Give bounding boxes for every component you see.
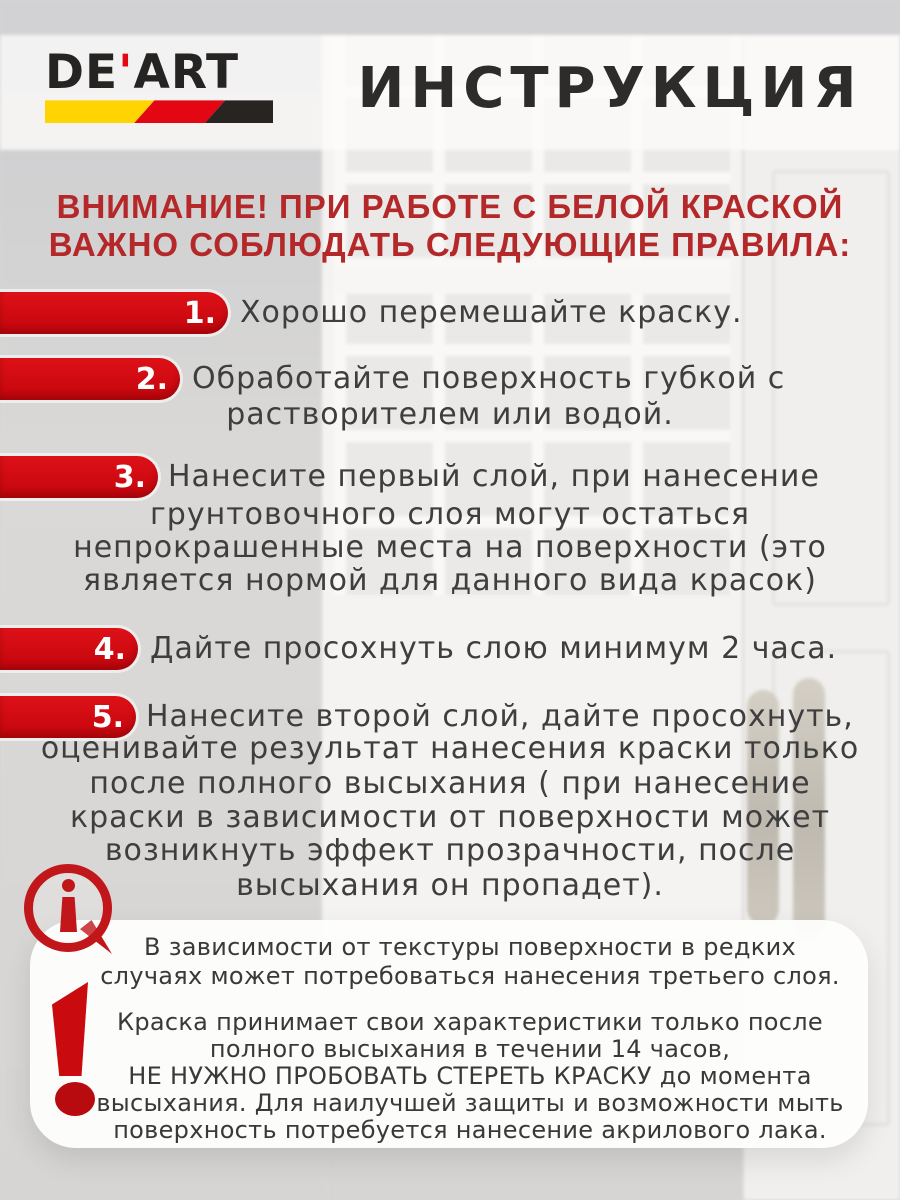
step-5-line: краски в зависимости от поверхности может [69, 800, 831, 835]
logo-part1: DE [45, 45, 119, 100]
info-icon-i-dot [62, 879, 75, 892]
step-2-ribbon [0, 358, 180, 400]
step-4-ribbon [0, 628, 138, 670]
step-3-line: непрокрашенные места на поверхности (это [73, 530, 827, 565]
info-note-line: случаях может потребоваться нанесения третьего слоя. [100, 962, 840, 990]
step-5-line: Нанесите второй слой, дайте просохнуть, [146, 699, 854, 734]
step-3-number: 3. [113, 459, 146, 495]
step-5-line: высыхания он пропадет). [236, 868, 664, 903]
step-3-line: является нормой для данного вида красок) [83, 563, 817, 598]
step-4-line: Дайте просохнуть слою минимум 2 часа. [150, 631, 838, 666]
warning-note-line: высыхания. Для наилучшей защиты и возможности мыть [96, 1089, 844, 1117]
step-3-ribbon [0, 456, 158, 498]
info-icon-i-stem [60, 897, 77, 932]
step-1-line: Хорошо перемешайте краску. [240, 295, 743, 330]
warning-heading-line-1: ВНИМАНИЕ! ПРИ РАБОТЕ С БЕЛОЙ КРАСКОЙ [56, 188, 844, 225]
step-2-number: 2. [135, 361, 168, 397]
step-3-line: грунтовочного слоя могут остаться [150, 497, 750, 532]
warning-heading [0, 188, 900, 264]
step-5-line: оценивайте результат нанесения краски только [40, 731, 860, 766]
step-5-line: после полного высыхания ( при нанесение [89, 766, 811, 801]
page-title: ИНСТРУКЦИЯ [357, 56, 863, 121]
deart-logo [45, 45, 275, 123]
step-4-number: 4. [93, 631, 126, 667]
step-1-ribbon [0, 292, 228, 334]
info-note-line: В зависимости от текстуры поверхности в редких [144, 933, 796, 961]
logo-stripe [45, 100, 273, 123]
step-2-line: Обработайте поверхность губкой с [192, 361, 786, 396]
warning-note-line: Краска принимает свои характеристики только после [116, 1008, 823, 1036]
logo-wordmark [45, 45, 275, 100]
step-1-number: 1. [183, 295, 216, 331]
step-5-line: возникнуть эффект прозрачности, после [104, 833, 796, 868]
logo-apostrophe: ' [118, 45, 134, 100]
warning-heading-line-2: ВАЖНО СОБЛЮДАТЬ СЛЕДУЮЩИЕ ПРАВИЛА: [48, 225, 852, 263]
step-2-line: растворителем или водой. [226, 397, 674, 432]
warning-note-line: поверхность потребуется нанесение акрилового лака. [113, 1116, 827, 1144]
step-5-number: 5. [91, 699, 124, 735]
warning-note-line: НЕ НУЖНО ПРОБОВАТЬ СТЕРЕТЬ КРАСКУ до момента [128, 1062, 812, 1090]
warning-note-line: полного высыхания в течении 14 часов, [209, 1035, 731, 1063]
step-3-line: Нанесите первый слой, при нанесение [168, 459, 820, 494]
logo-part2: ART [133, 45, 240, 100]
